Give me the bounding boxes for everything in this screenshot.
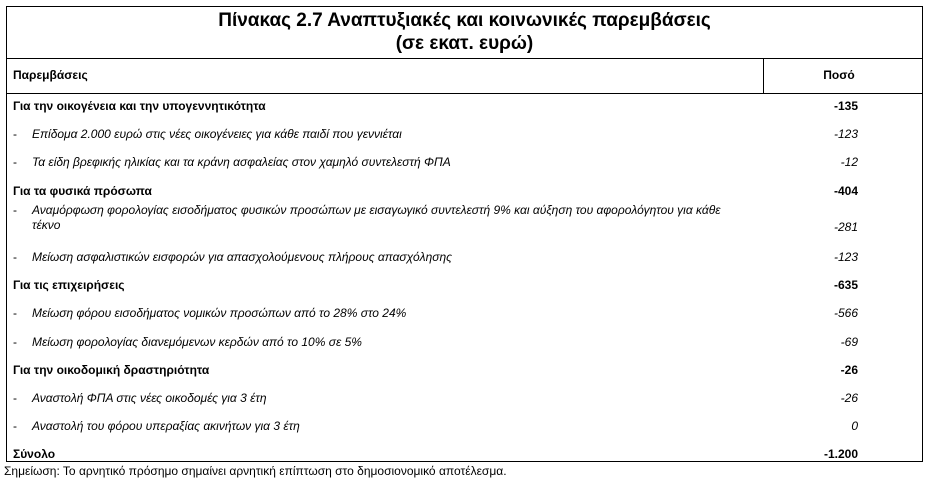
item-value: -281 — [833, 220, 858, 234]
category-value: -404 — [833, 184, 858, 198]
category-label: Για την οικοδομική δραστηριότητα — [13, 363, 210, 377]
item-value: -566 — [833, 306, 858, 320]
item-value: 0 — [851, 419, 858, 433]
item-dash: - — [13, 335, 17, 349]
item-dash: - — [13, 391, 17, 405]
table-title-block — [7, 7, 922, 59]
total-label: Σύνολο — [13, 447, 56, 461]
item-dash: - — [13, 155, 17, 169]
category-value: -635 — [833, 278, 858, 292]
table-header-row — [7, 58, 922, 94]
table-title: Πίνακας 2.7 Αναπτυξιακές και κοινωνικές παρεμβάσεις — [218, 10, 711, 31]
category-value: -26 — [840, 363, 858, 377]
table-frame — [6, 6, 923, 462]
item-label: Επίδομα 2.000 ευρώ στις νέες οικογένειες για κάθε παιδί που γεννιέται — [32, 127, 402, 141]
item-dash: - — [13, 306, 17, 320]
item-dash: - — [13, 419, 17, 433]
item-label: Μείωση φορολογίας διανεμόμενων κερδών από το 10% σε 5% — [32, 335, 362, 349]
category-label: Για τις επιχειρήσεις — [13, 278, 125, 292]
column-header-interventions: Παρεμβάσεις — [13, 68, 88, 82]
item-dash: - — [13, 250, 17, 264]
table-subtitle: (σε εκατ. ευρώ) — [395, 33, 534, 54]
item-value: -123 — [833, 250, 858, 264]
table-note: Σημείωση: Το αρνητικό πρόσημο σημαίνει αρνητική επίπτωση στο δημοσιονομικό αποτέλεσμα. — [4, 464, 507, 478]
category-label: Για τα φυσικά πρόσωπα — [13, 184, 152, 198]
item-label: Αναστολή ΦΠΑ στις νέες οικοδομές για 3 έτη — [32, 391, 267, 405]
item-value: -26 — [840, 391, 858, 405]
column-header-amount: Ποσό — [823, 68, 855, 82]
item-label: Αναστολή του φόρου υπεραξίας ακινήτων για 3 έτη — [32, 419, 300, 433]
item-label: Τα είδη βρεφικής ηλικίας και τα κράνη ασφαλείας στον χαμηλό συντελεστή ΦΠΑ — [32, 155, 451, 169]
item-dash: - — [13, 127, 17, 141]
item-dash: - — [13, 203, 17, 217]
item-label: Μείωση ασφαλιστικών εισφορών για απασχολούμενους πλήρους απασχόλησης — [32, 250, 452, 264]
category-label: Για την οικογένεια και την υπογεννητικότητα — [13, 99, 266, 113]
category-value: -135 — [833, 99, 858, 113]
item-label: Μείωση φόρου εισοδήματος νομικών προσώπων από το 28% στο 24% — [32, 306, 407, 320]
total-value: -1.200 — [823, 447, 858, 461]
item-value: -69 — [840, 335, 858, 349]
item-value: -123 — [833, 127, 858, 141]
item-value: -12 — [840, 155, 858, 169]
item-label: Αναμόρφωση φορολογίας εισοδήματος φυσικών προσώπων με εισαγωγικό συντελεστή 9% και αύξηση του αφορολόγητου για κάθε τέκνο — [32, 203, 721, 232]
